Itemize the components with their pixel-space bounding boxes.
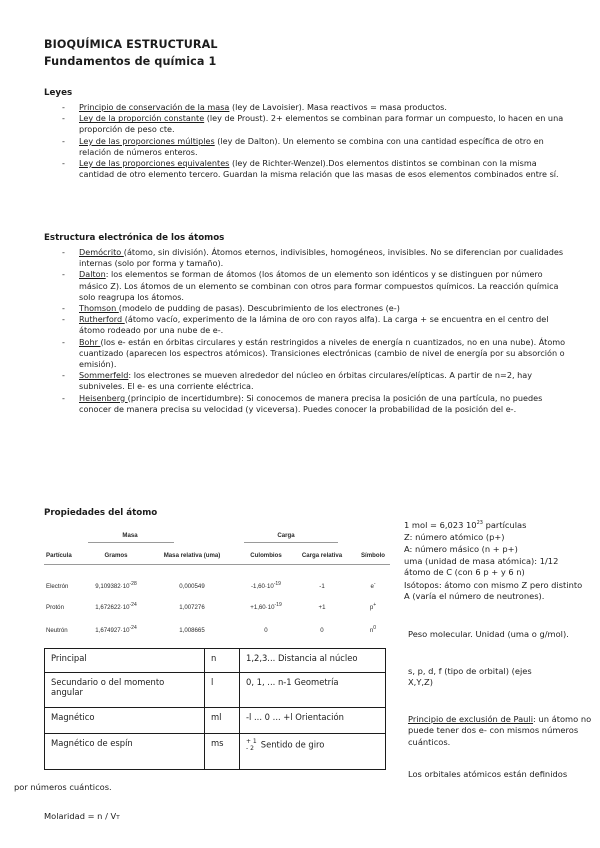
- scientist-name: Thomson: [79, 303, 119, 314]
- document-title: BIOQUÍMICA ESTRUCTURAL: [44, 38, 218, 51]
- list-item: [62, 370, 570, 392]
- model-description: (principio de incertidumbre): Si conocemos de manera precisa la posición de una partícula, no puedes conocer de manera precisa su velocidad (y viceversa). Puedes conocer la probabilidad de la posición del e-.: [79, 392, 543, 414]
- law-description: (ley de Lavoisier). Masa reactivos = masa productos.: [229, 102, 447, 112]
- orbital-types: s, p, d, f (tipo de orbital) (ejes X,Y,Z): [408, 666, 532, 688]
- pauli-principle: Principio de exclusión de Pauli: un átomo no puede tener dos e- con mismos números cuánticos.: [408, 714, 592, 747]
- list-item: [62, 158, 570, 180]
- header-rule: [44, 564, 390, 565]
- quantum-symbol: l: [205, 673, 240, 708]
- group-header-carga: Carga: [277, 532, 295, 539]
- molaridad-formula: Molaridad = n / VT: [44, 811, 120, 821]
- cell-gramos: $1,672622\cdot 10^{-24}$: [95, 601, 137, 611]
- cell-culombios: $-1,60\cdot 10^{-19}$: [251, 580, 281, 590]
- spin-fraction: + 1 - 2: [246, 738, 257, 752]
- table-row: [45, 734, 386, 770]
- z-definition: Z: número atómico (p+): [404, 532, 505, 542]
- a-definition: A: número másico (n + p+): [404, 544, 518, 554]
- model-description: (átomo vacío, experimento de la lámina de oro con rayos alfa). La carga + se encuentra en el centro del átomo rodeado por una nube de e-.: [79, 314, 549, 336]
- list-item: [62, 113, 570, 135]
- cell-simbolo: $n^0$: [369, 624, 377, 634]
- isotopos-definition: Isótopos: átomo con mismo Z pero distinto A (varía el número de neutrones).: [404, 580, 583, 602]
- quantum-name: Secundario o del momento angular: [45, 673, 205, 708]
- law-name: Ley de la proporción constante: [79, 113, 205, 124]
- model-description: : los electrones se mueven alrededor del núcleo en órbitas circulares/elípticas. A partir de n=2, hay subniveles. El e- es una corriente eléctrica.: [79, 370, 533, 392]
- quantum-symbol: ml: [205, 708, 240, 734]
- cell-particula: Neutrón: [46, 627, 68, 634]
- leyes-heading: Leyes: [44, 88, 73, 98]
- leyes-list: [62, 102, 570, 180]
- cell-particula: Protón: [46, 604, 64, 611]
- orbitales-statement-continuation: por números cuánticos.: [14, 782, 112, 792]
- group-header-masa: Masa: [122, 532, 138, 539]
- quantum-symbol: ms: [205, 734, 240, 770]
- column-header-particula: Partícula: [46, 552, 72, 559]
- cell-gramos: $1,674927\cdot 10^{-24}$: [95, 624, 137, 634]
- model-description: (modelo de pudding de pasas). Descubrimiento de los electrones (e-): [118, 303, 400, 314]
- estructura-list: [62, 247, 570, 415]
- scientist-name: Dalton: [79, 269, 106, 280]
- model-description: (átomo, sin división). Átomos eternos, indivisibles, homogéneos, invisibles. No se diferencian por cualidades internas (solo por forma y tamaño).: [79, 247, 564, 269]
- quantum-values: + 1 - 2 Sentido de giro: [240, 734, 386, 770]
- table-row: [45, 649, 386, 673]
- law-description: (ley de Proust). 2+ elementos se combinan para formar un compuesto, lo hacen en una proporción de peso cte.: [79, 113, 564, 135]
- model-description: (los e- están en órbitas circulares y están restringidos a niveles de energía n cuantizados, no en una nube). Átomo cuantizado (aparecen los espectros atómicos). Transiciones electrónicas (cambio de nivel de energía por su absorción o emisión).: [79, 336, 566, 370]
- column-header-simbolo: Símbolo: [360, 552, 386, 559]
- list-item: [62, 303, 570, 314]
- law-name: Principio de conservación de la masa: [79, 102, 230, 112]
- column-header-gramos: Gramos: [104, 552, 128, 559]
- cell-carga-relativa: +1: [318, 604, 326, 611]
- cell-masa-relativa: 1,008665: [179, 627, 205, 634]
- quantum-values: 0, 1, ... n-1 Geometría: [240, 673, 386, 708]
- model-description: : los elementos se forman de átomos (los átomos de un elemento son idénticos y se distinguen por número másico Z). Los átomos de un elemento se combinan con otros para formar compuestos químicos. La reacción química solo reagrupa los átomos.: [79, 269, 559, 302]
- cell-masa-relativa: 0,000549: [179, 583, 205, 590]
- propiedades-heading: Propiedades del átomo: [44, 508, 158, 518]
- list-item: [62, 393, 570, 415]
- table-row: [45, 673, 386, 708]
- quantum-values: -l ... 0 ... +l Orientación: [240, 708, 386, 734]
- scientist-name: Bohr: [79, 336, 101, 347]
- quantum-numbers-table: [44, 648, 386, 770]
- quantum-name: Magnético de espín: [45, 734, 205, 770]
- mol-definition: 1 mol = 6,023 $10^{23}$ partículas: [404, 520, 527, 530]
- quantum-symbol: n: [205, 649, 240, 673]
- law-name: Ley de las proporciones equivalentes: [79, 158, 230, 169]
- group-underline-carga: [244, 542, 338, 543]
- law-name: Ley de las proporciones múltiples: [79, 135, 215, 146]
- cell-culombios: 0: [264, 627, 268, 634]
- cell-carga-relativa: 0: [320, 627, 324, 634]
- scientist-name: Heisenberg: [79, 392, 128, 403]
- cell-gramos: $9,109382\cdot 10^{-28}$: [95, 580, 137, 590]
- list-item: [62, 136, 570, 158]
- column-header-masa-relativa: Masa relativa (uma): [163, 552, 221, 559]
- estructura-heading: Estructura electrónica de los átomos: [44, 233, 225, 243]
- scientist-name: Sommerfeld: [79, 370, 129, 381]
- cell-culombios: $+1,60\cdot 10^{-19}$: [250, 601, 282, 611]
- cell-masa-relativa: 1,007276: [179, 604, 205, 611]
- law-description: (ley de Richter-Wenzel).Dos elementos distintos se combinan con la misma cantidad de otro elemento tercero. Guardan la misma relación que las masas de esos elementos combinados entre sí.: [79, 158, 559, 180]
- quantum-name: Magnético: [45, 708, 205, 734]
- cell-particula: Electrón: [46, 583, 69, 590]
- cell-carga-relativa: -1: [319, 583, 325, 590]
- list-item: [62, 314, 570, 336]
- cell-simbolo: e-: [370, 580, 376, 590]
- peso-molecular: Peso molecular. Unidad (uma o g/mol).: [408, 629, 569, 639]
- list-item: [62, 337, 570, 371]
- column-header-culombios: Culombios: [250, 552, 282, 559]
- uma-definition: uma (unidad de masa atómica): 1/12 átomo de C (con 6 p + y 6 n): [404, 556, 559, 578]
- quantum-values: 1,2,3... Distancia al núcleo: [240, 649, 386, 673]
- list-item: [62, 247, 570, 269]
- particle-table: [44, 527, 390, 639]
- scientist-name: Rutherford: [79, 314, 125, 325]
- table-row: [45, 708, 386, 734]
- group-underline-masa: [88, 542, 174, 543]
- orbitales-statement: Los orbitales atómicos están definidos: [408, 769, 568, 779]
- document-subtitle: Fundamentos de química 1: [44, 55, 217, 68]
- cell-simbolo: p+: [369, 601, 377, 611]
- scientist-name: Demócrito: [79, 247, 124, 257]
- column-header-carga-relativa: Carga relativa: [301, 552, 343, 559]
- law-description: (ley de Dalton). Un elemento se combina con una cantidad específica de otro en relación de números enteros.: [79, 135, 544, 157]
- quantum-name: Principal: [45, 649, 205, 673]
- list-item: [62, 102, 570, 113]
- list-item: [62, 269, 570, 303]
